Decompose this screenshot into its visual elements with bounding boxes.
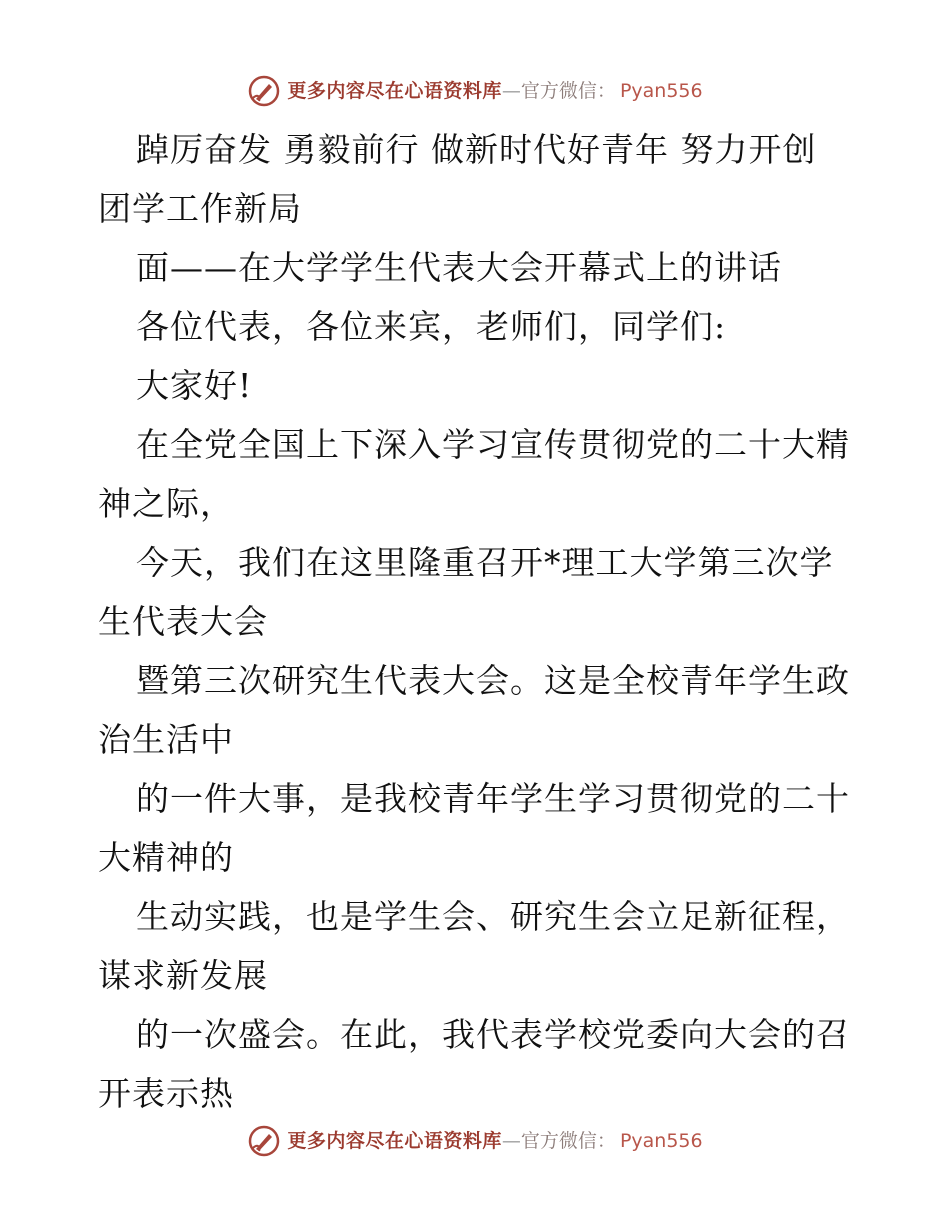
- watermark-id: Pyan556: [619, 80, 703, 102]
- footer-watermark: [0, 1124, 950, 1158]
- header-watermark: [0, 74, 950, 108]
- watermark-dash: —: [501, 80, 521, 102]
- body-line: 面——在大学学生代表大会开幕式上的讲话: [136, 248, 782, 287]
- body-line: 大精神的: [98, 838, 234, 877]
- body-line: 谋求新发展: [98, 956, 268, 995]
- pen-logo-icon: [247, 1124, 281, 1158]
- body-line: 的一件大事，是我校青年学生学习贯彻党的二十: [136, 779, 850, 818]
- body-line: 治生活中: [98, 720, 234, 759]
- watermark-main-text: 更多内容尽在心语资料库: [287, 80, 502, 102]
- body-line: 今天，我们在这里隆重召开*理工大学第三次学: [136, 543, 834, 582]
- body-line: 神之际，: [98, 484, 234, 523]
- body-line: 团学工作新局: [98, 189, 302, 228]
- watermark-id: Pyan556: [619, 1130, 703, 1152]
- body-line: 生动实践，也是学生会、研究生会立足新征程，: [136, 897, 850, 936]
- pen-logo-icon: [247, 74, 281, 108]
- body-line: 生代表大会: [98, 602, 268, 641]
- watermark-main-text: 更多内容尽在心语资料库: [287, 1130, 502, 1152]
- body-line: 的一次盛会。在此，我代表学校党委向大会的召: [136, 1015, 850, 1054]
- body-line: 开表示热: [98, 1074, 234, 1113]
- document-body: [98, 120, 858, 1123]
- body-line: 大家好!: [136, 366, 253, 405]
- body-line: 各位代表，各位来宾，老师们，同学们:: [136, 307, 727, 346]
- watermark-sub-text: 官方微信：: [520, 1130, 616, 1152]
- watermark-sub-text: 官方微信：: [520, 80, 616, 102]
- body-line: 暨第三次研究生代表大会。这是全校青年学生政: [136, 661, 850, 700]
- body-line: 在全党全国上下深入学习宣传贯彻党的二十大精: [136, 425, 850, 464]
- watermark-dash: —: [501, 1130, 521, 1152]
- body-line: 踔厉奋发 勇毅前行 做新时代好青年 努力开创: [136, 130, 817, 169]
